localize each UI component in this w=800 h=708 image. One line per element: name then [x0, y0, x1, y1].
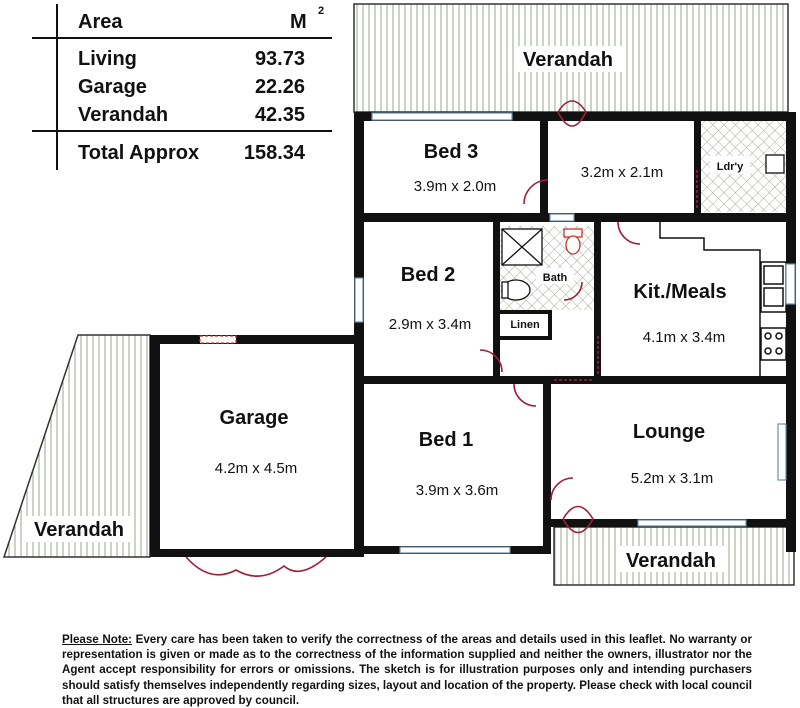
- kitchen-label: Kit./Meals: [633, 281, 727, 303]
- area-total-label: Total Approx: [78, 142, 200, 164]
- garage-size: 4.2m x 4.5m: [214, 460, 298, 477]
- lounge-size: 5.2m x 3.1m: [630, 470, 714, 487]
- area-row-label: Garage: [78, 76, 147, 98]
- area-row-value: 93.73: [254, 48, 305, 70]
- lounge-label: Lounge: [632, 421, 706, 443]
- area-header-unit: M: [290, 11, 307, 33]
- bath-label: Bath: [542, 272, 568, 284]
- area-row-value: 22.26: [254, 76, 305, 98]
- verandah-bottom-label: Verandah: [625, 550, 717, 572]
- area-total-value: 158.34: [243, 142, 305, 164]
- bed3-size: 3.9m x 2.0m: [413, 178, 497, 195]
- laundry-trough: [766, 155, 784, 173]
- verandah-top-label: Verandah: [522, 49, 614, 71]
- area-row-label: Living: [78, 48, 137, 70]
- bed2-label: Bed 2: [400, 264, 456, 286]
- bed2-size: 2.9m x 3.4m: [388, 316, 472, 333]
- area-header-unit-sup: 2: [318, 5, 325, 17]
- disclaimer-note: [62, 632, 752, 708]
- area-header-label: Area: [78, 11, 123, 33]
- disclaimer-heading: Please Note:: [62, 633, 132, 646]
- bed1-label: Bed 1: [418, 429, 474, 451]
- area-row-value: 42.35: [254, 104, 305, 126]
- area-row-label: Verandah: [78, 104, 169, 126]
- kitchen-size: 4.1m x 3.4m: [642, 329, 726, 346]
- linen-label: Linen: [510, 319, 540, 331]
- verandah-left-label: Verandah: [33, 519, 125, 541]
- bed3-label: Bed 3: [423, 141, 479, 163]
- bed1-size: 3.9m x 3.6m: [415, 482, 499, 499]
- hall-size: 3.2m x 2.1m: [580, 164, 664, 181]
- disclaimer-body: Every care has been taken to verify the correctness of the areas and details used in this leaflet. No warranty or representation is given or made as to the correctness of the information supplied and neither the owners, illustrator nor the Agent accept responsibility for errors or omissions. The sketch is for illustration purposes only and intending purchasers should satisfy themselves independently regarding sizes, layout and location of the property. Please check with local council that all structures are approved by council.: [62, 633, 752, 707]
- laundry-label: Ldr'y: [716, 161, 744, 173]
- garage-label: Garage: [219, 407, 289, 429]
- area-table: [32, 4, 332, 170]
